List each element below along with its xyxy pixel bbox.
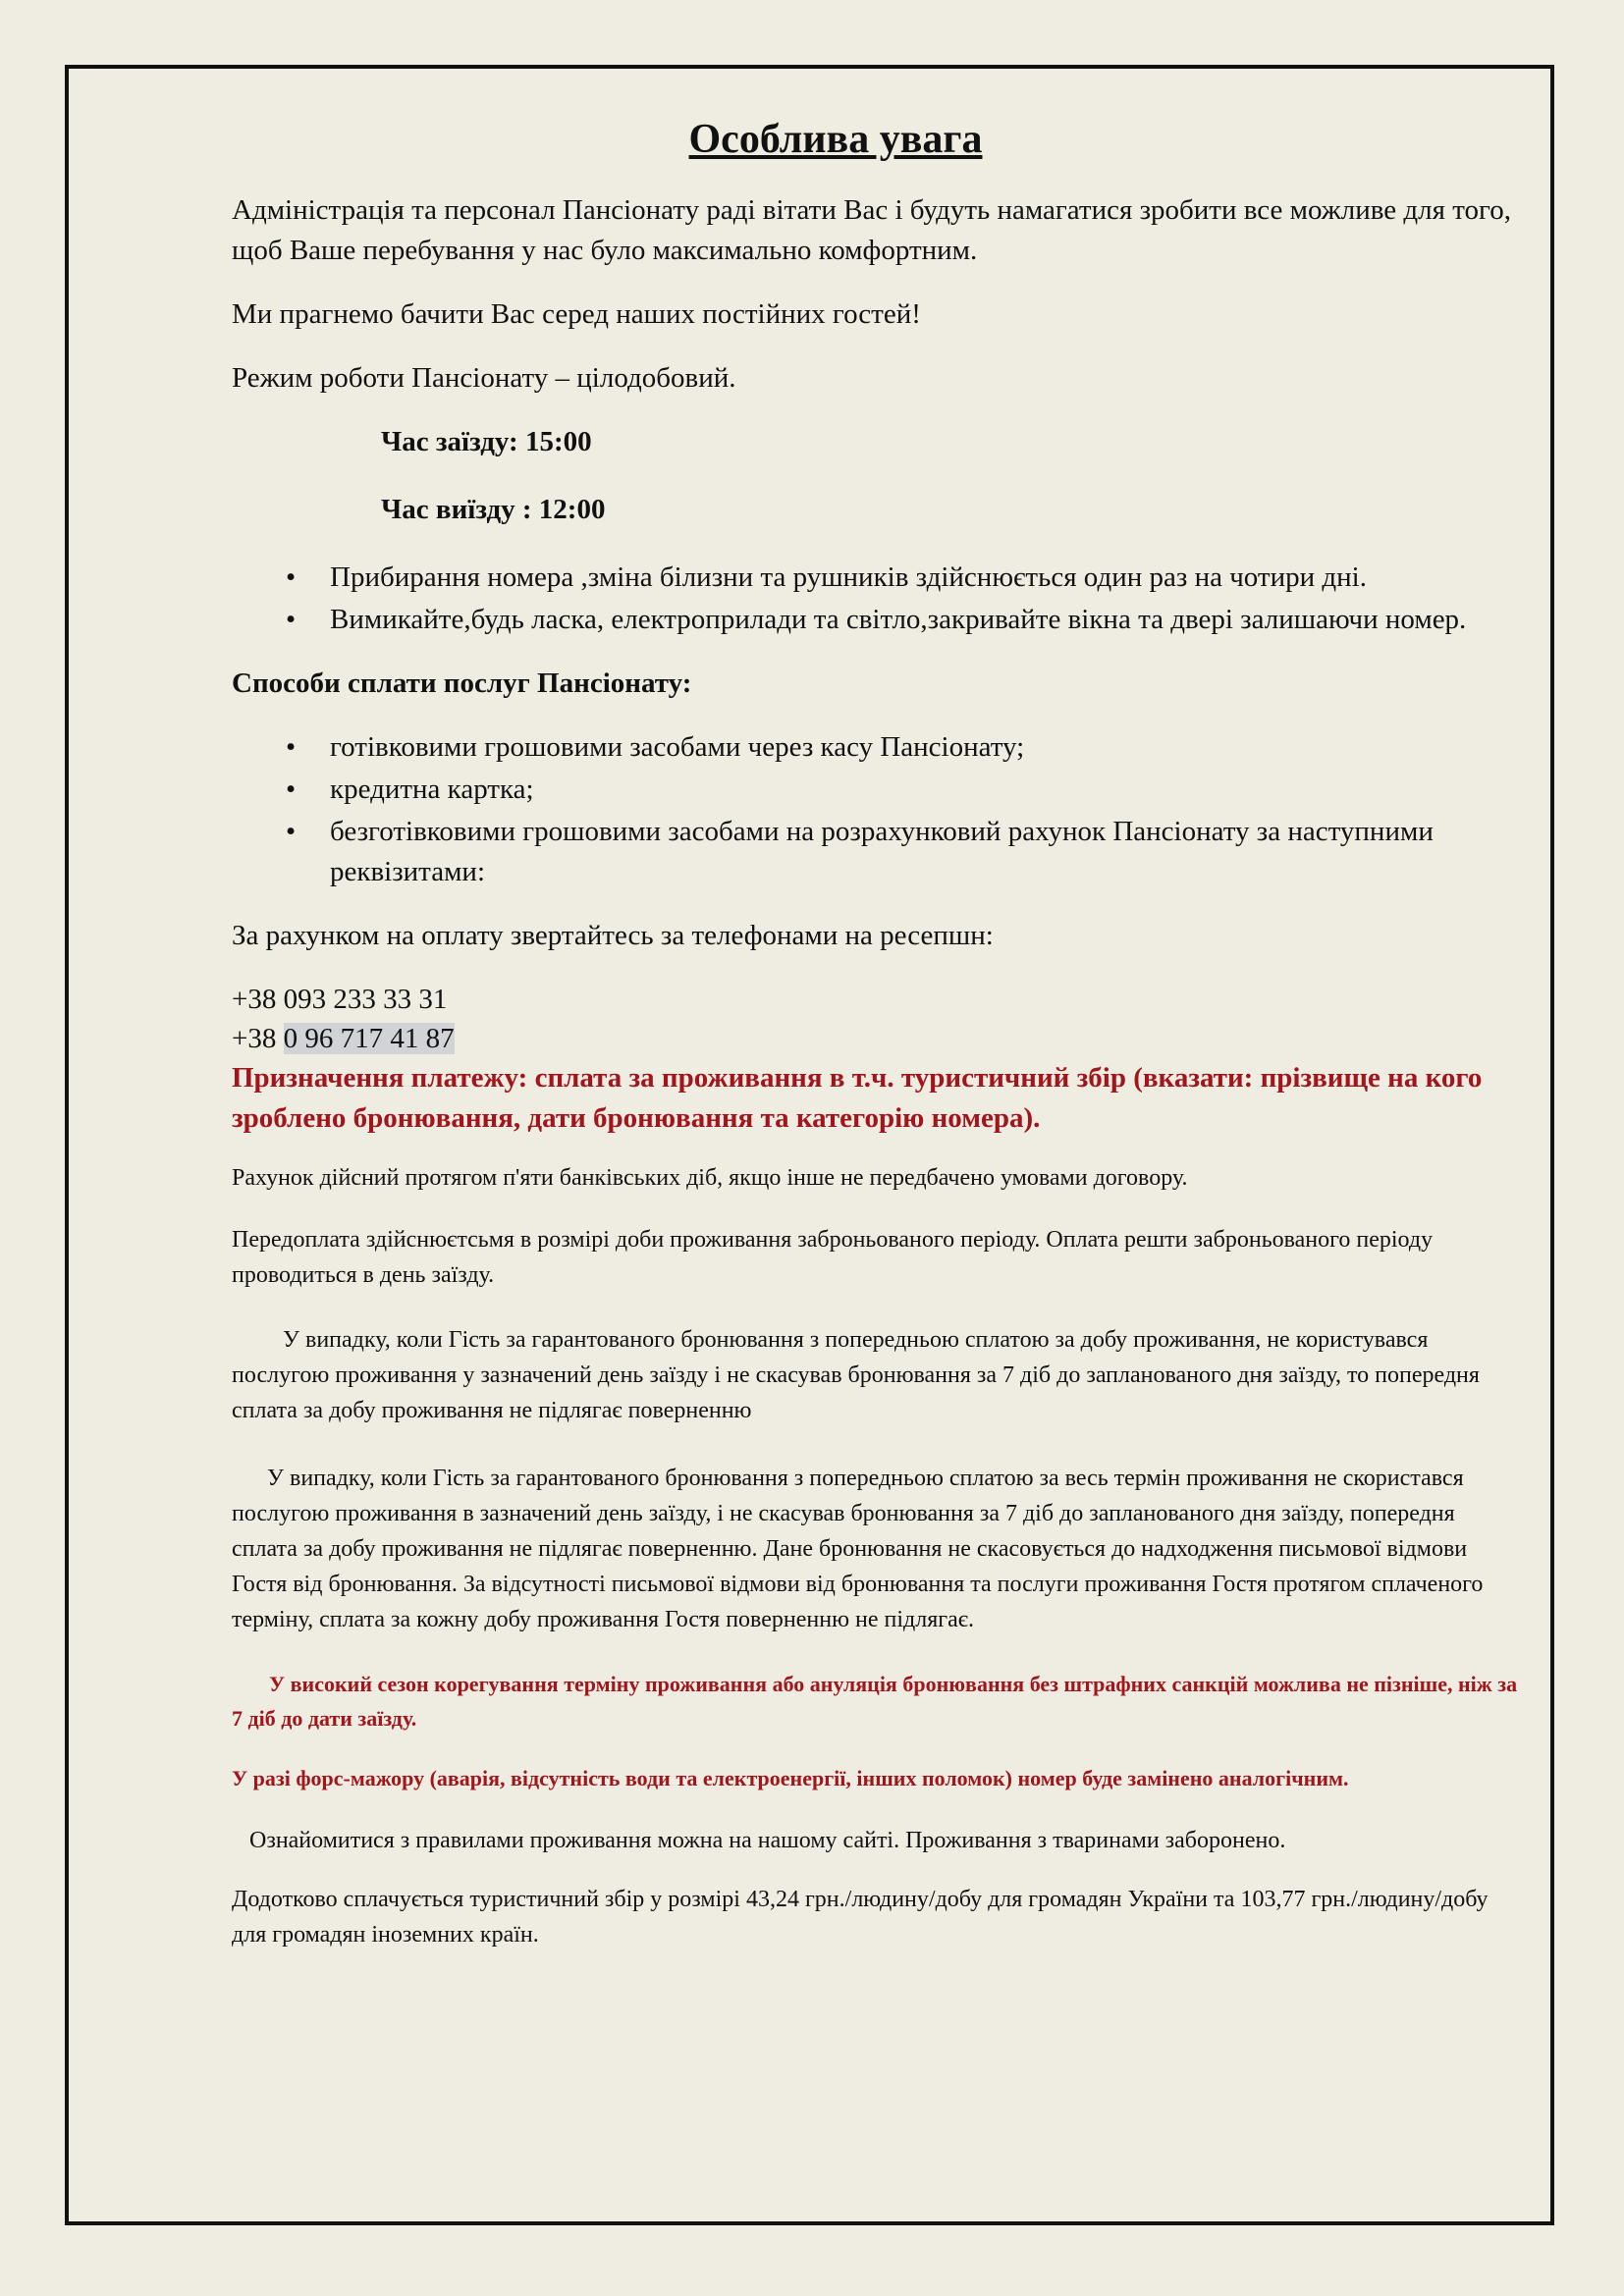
tourist-tax-notice: Додотково сплачується туристичний збір у розмірі 43,24 грн./людину/добу для громадян України та 103,77 грн./людину/добу для громадян іноземних країн. [232, 1887, 1489, 1948]
list-item-text: Прибирання номера ,зміна білизни та рушників здійснюється один раз на чотири дні. [330, 561, 1367, 593]
phone-number-1: +38 093 233 33 31 [232, 984, 448, 1015]
work-mode-paragraph: Режим роботи Пансіонату – цілодобовий. [232, 362, 736, 394]
invoice-validity: Рахунок дійсний протягом п'яти банківських діб, якщо інше не передбачено умовами договору. [232, 1165, 1188, 1191]
list-item-text: готівковими грошовими засобами через касу Пансіонату; [330, 731, 1025, 763]
list-item [232, 727, 1518, 768]
cancellation-case-1: У випадку, коли Гість за гарантованого бронювання з попередньою сплатою за добу проживання, не користувався послугою проживання у зазначений день заїзду і не скасував бронювання за 7 діб до запланованого дня заїзду, то попередня сплата за добу проживання не підлягає поверненню [232, 1327, 1480, 1423]
payment-heading: Способи сплати послуг Пансіонату: [232, 667, 692, 699]
phone-number-highlighted: 0 96 717 41 87 [283, 1023, 455, 1054]
bullet-icon: • [286, 604, 297, 635]
list-item-text: кредитна картка; [330, 774, 534, 805]
page-title: Особлива увага [688, 117, 983, 162]
payment-methods-list [232, 727, 1518, 892]
list-item-text: безготівковими грошовими засобами на розрахунковий рахунок Пансіонату за наступними реквізитами: [330, 816, 1434, 887]
phone-number-2 [232, 1019, 1518, 1058]
force-majeure-notice: У разі форс-мажору (аварія, відсутність води та електроенергії, інших поломок) номер буде замінено аналогічним. [232, 1766, 1349, 1790]
checkout-time: Час виїзду : 12:00 [381, 494, 606, 525]
list-item [232, 600, 1518, 640]
list-item [232, 812, 1518, 892]
prepayment-paragraph: Передоплата здійснюєтсьмя в розмірі доби проживання заброньованого періоду. Оплата решти заброньованого періоду проводиться в день заїзду. [232, 1227, 1434, 1288]
list-item [232, 770, 1518, 810]
intro-paragraph: Адміністрація та персонал Пансіонату раді вітати Вас і будуть намагатися зробити все можливе для того, щоб Ваше перебування у нас було максимально комфортним. [232, 194, 1511, 266]
list-item-text: Вимикайте,будь ласка, електроприлади та світло,закривайте вікна та двері залишаючи номер. [330, 604, 1467, 635]
bullet-icon: • [286, 561, 297, 593]
bullet-icon: • [286, 816, 297, 847]
high-season-notice: У високий сезон корегування терміну проживання або ануляція бронювання без штрафних санкцій можлива не пізніше, ніж за 7 діб до дати заїзду. [232, 1672, 1518, 1731]
guests-paragraph: Ми прагнемо бачити Вас серед наших постійних гостей! [232, 298, 921, 330]
bullet-icon: • [286, 774, 297, 805]
bullet-icon: • [286, 731, 297, 763]
rules-list [232, 558, 1518, 640]
rules-site-notice: Ознайомитися з правилами проживання можна на нашому сайті. Проживання з тваринами заборонено. [249, 1828, 1286, 1853]
phone-prefix: +38 [232, 1023, 284, 1054]
cancellation-case-2: У випадку, коли Гість за гарантованого бронювання з попередньою сплатою за весь термін проживання не скористався послугою проживання в зазначений день заїзду, і не скасував бронювання за 7 діб до запланованого дня заїзду, попередня сплата за добу проживання не підлягає поверненню. Дане бронювання не скасовується до надходження письмової відмови Гостя від бронювання. За відсутності письмової відмови від бронювання та послуги проживання Гостя протягом сплаченого терміну, сплата за кожну добу проживання Гостя поверненню не підлягає. [232, 1466, 1484, 1632]
payment-purpose: Призначення платежу: сплата за проживання в т.ч. туристичний збір (вказати: прізвище на кого зроблено бронювання, дати бронювання та категорію номера). [232, 1062, 1483, 1134]
document-content [232, 116, 1518, 1952]
checkin-time: Час заїзду: 15:00 [381, 426, 592, 457]
invoice-request-paragraph: За рахунком на оплату звертайтесь за телефонами на ресепшн: [232, 920, 994, 951]
list-item [232, 558, 1518, 598]
